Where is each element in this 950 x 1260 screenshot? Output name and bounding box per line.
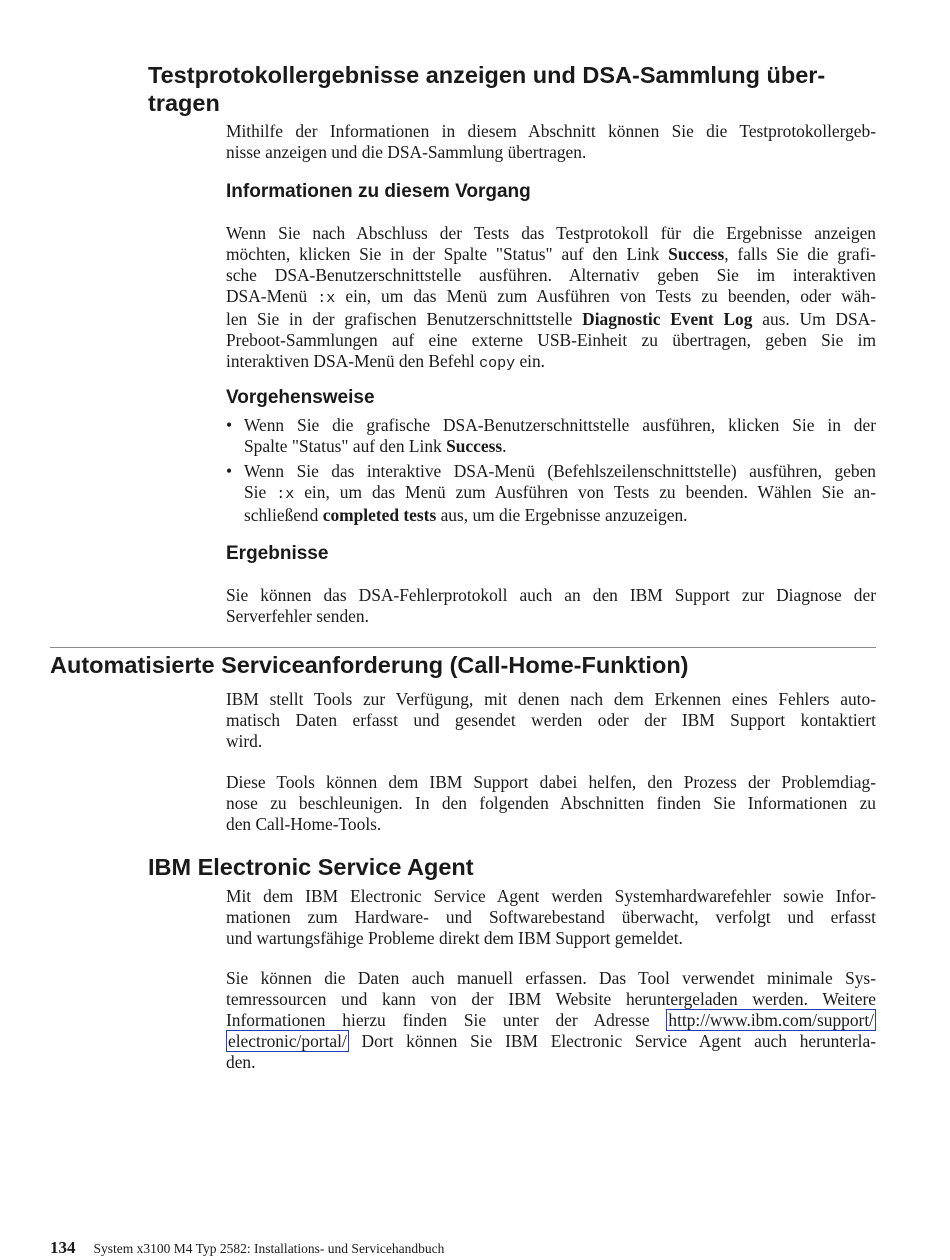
call-home-paragraph-1: IBM stellt Tools zur Verfügung, mit denen nach dem Erkennen eines Fehlers auto- matisch Daten erfasst und gesendet werden oder der IBM Support kontaktiert wird. xyxy=(226,689,876,751)
section-divider xyxy=(50,647,876,648)
diagnostic-event-log-term: Diagnostic Event Log xyxy=(582,309,753,329)
intro-paragraph: Mithilfe der Informationen in diesem Abschnitt können Sie die Testprotokollergeb- nisse anzeigen und die DSA-Sammlung übertragen. xyxy=(226,121,876,162)
heading-procedure: Vorgehensweise xyxy=(226,387,375,408)
command-copy: copy xyxy=(479,355,516,372)
section-title-test-log: Testprotokollergebnisse anzeigen und DSA-Sammlung über- tragen xyxy=(148,62,826,116)
list-item: • Wenn Sie die grafische DSA-Benutzerschnittstelle ausführen, klicken Sie in der Spalte "Status" auf den Link Success. xyxy=(226,415,876,457)
page-number: 134 xyxy=(50,1238,76,1257)
about-paragraph: Wenn Sie nach Abschluss der Tests das Testprotokoll für die Ergebnisse anzeigen möchten, klicken Sie in der Spalte "Status" auf den Link Success, falls Sie die grafi- sche DSA-Benutzerschnittstelle ausführen. Alternativ geben Sie im interaktiven DSA-Menü :x ein, um das Menü zum Ausführen von Tests zu beenden, oder wäh- len Sie in der grafischen Benutzerschnittstelle Diagnostic Event Log aus. Um DSA- Preboot-Sammlungen auf eine externe USB-Einheit zu übertragen, geben Sie im interaktiven DSA-Menü den Befehl copy ein. xyxy=(226,223,876,372)
section-title-call-home: Automatisierte Serviceanforderung (Call-Home-Funktion) xyxy=(50,652,689,678)
service-agent-paragraph-1: Mit dem IBM Electronic Service Agent werden Systemhardwarefehler sowie Infor- mationen zum Hardware- und Softwarebestand überwacht, verfolgt und erfasst und wartungsfähige Probleme direkt dem IBM Support gemeldet. xyxy=(226,886,876,948)
procedure-list xyxy=(226,415,876,526)
success-term: Success xyxy=(668,244,725,264)
heading-results: Ergebnisse xyxy=(226,543,329,564)
ibm-support-link-part2[interactable]: electronic/portal/ xyxy=(228,1031,347,1051)
ibm-support-link-part1[interactable]: http://www.ibm.com/support/ xyxy=(668,1010,874,1030)
list-item: • Wenn Sie das interaktive DSA-Menü (Befehlszeilenschnittstelle) ausführen, geben Sie :x ein, um das Menü zum Ausführen von Tests zu beenden. Wählen Sie an- schließend completed tests aus, um die Ergebnisse anzuzeigen. xyxy=(226,461,876,526)
call-home-paragraph-2: Diese Tools können dem IBM Support dabei helfen, den Prozess der Problemdiag- nose zu beschleunigen. In den folgenden Abschnitten finden Sie Informationen zu den Call-Home-Tools. xyxy=(226,772,876,834)
command-x: :x xyxy=(317,290,336,307)
results-paragraph: Sie können das DSA-Fehlerprotokoll auch an den IBM Support zur Diagnose der Serverfehler senden. xyxy=(226,585,876,626)
footer-text: System x3100 M4 Typ 2582: Installations- und Servicehandbuch xyxy=(93,1241,445,1256)
page-footer xyxy=(50,1238,444,1258)
completed-tests-term: completed tests xyxy=(322,505,437,525)
heading-about-procedure: Informationen zu diesem Vorgang xyxy=(226,181,531,202)
section-title-service-agent: IBM Electronic Service Agent xyxy=(148,854,474,880)
service-agent-paragraph-2: Sie können die Daten auch manuell erfassen. Das Tool verwendet minimale Sys- temressourcen und kann von der IBM Website heruntergeladen werden. Weitere Informationen hierzu finden Sie unter der Adresse http://www.ibm.com/support/ electronic/portal/ Dort können Sie IBM Electronic Service Agent auch herunterla- den. xyxy=(226,968,876,1072)
